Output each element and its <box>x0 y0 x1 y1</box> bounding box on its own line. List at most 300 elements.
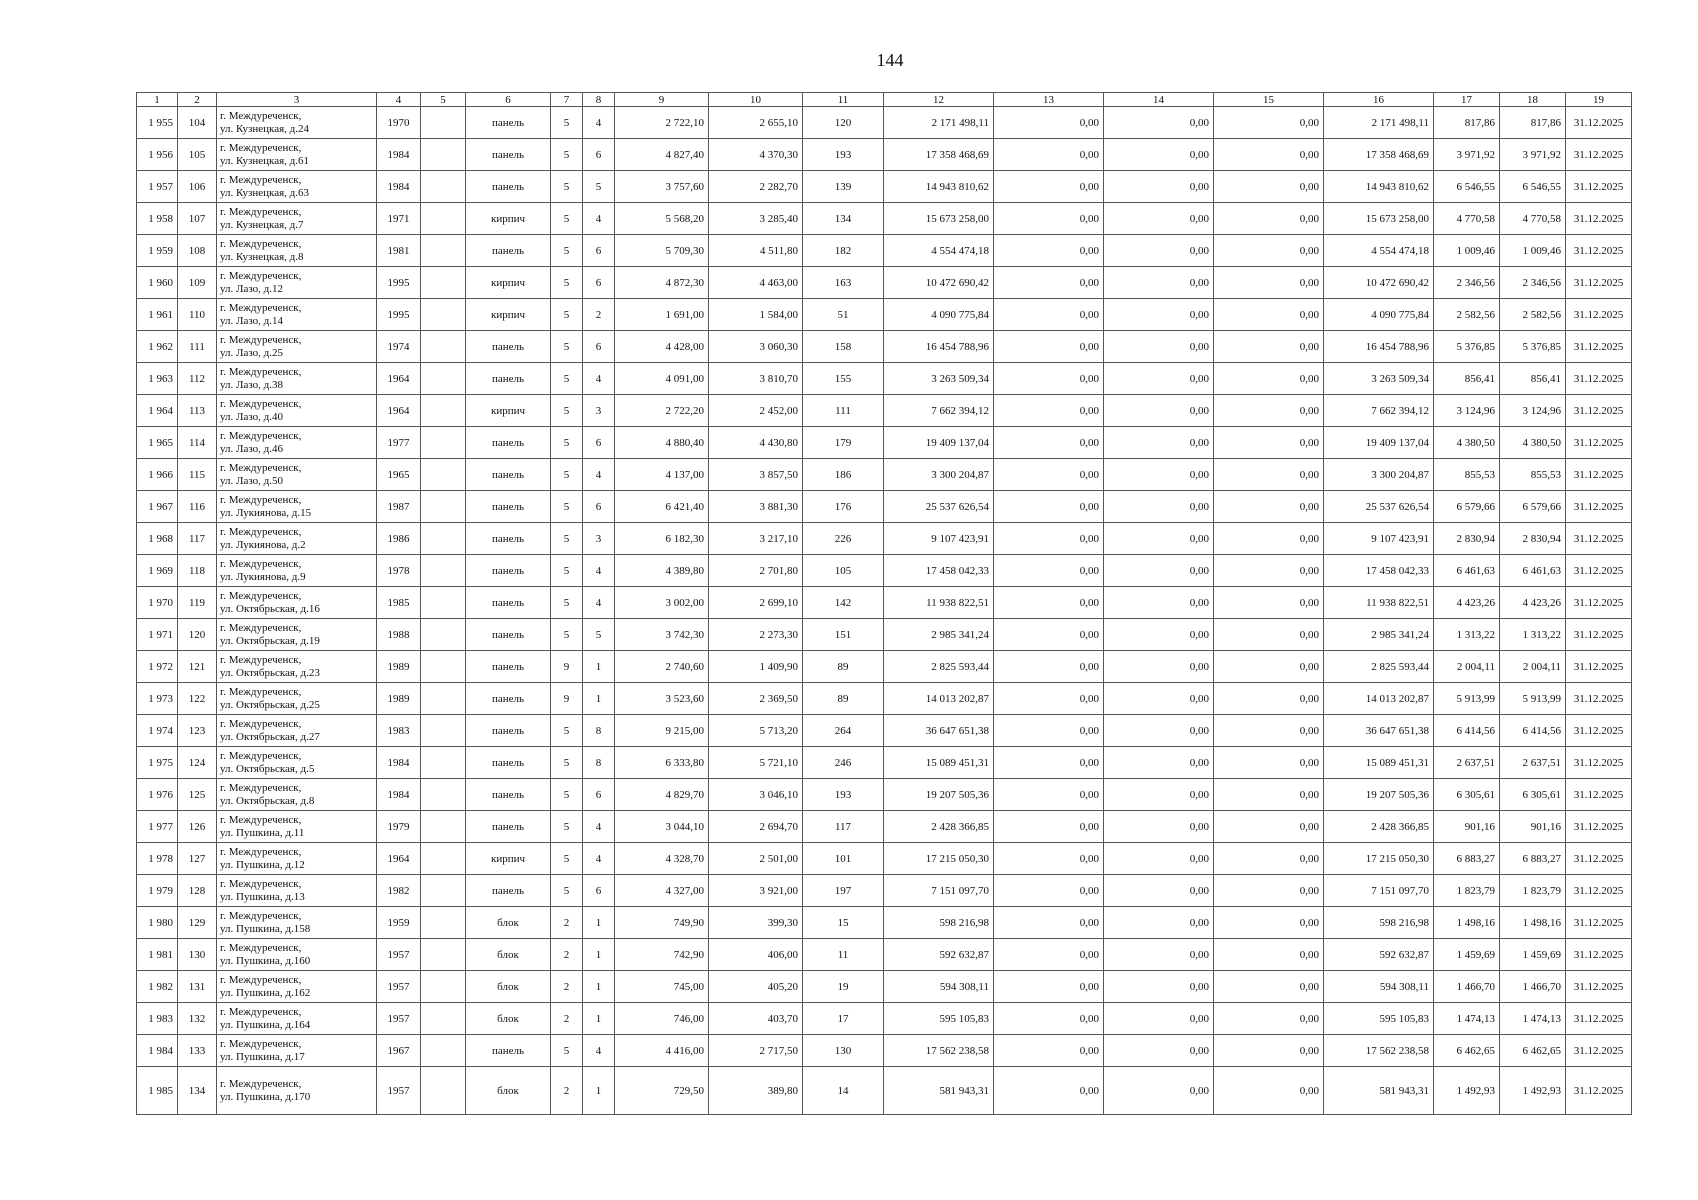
cell-col-8: 6 <box>583 779 615 811</box>
cell-col-10: 1 584,00 <box>709 299 803 331</box>
address-street: ул. Кузнецкая, д.8 <box>220 250 304 263</box>
cell-col-2: 119 <box>178 587 217 619</box>
cell-col-1: 1 965 <box>137 427 178 459</box>
cell-col-15: 0,00 <box>1214 1035 1324 1067</box>
cell-col-8: 6 <box>583 139 615 171</box>
cell-col-12: 595 105,83 <box>884 1003 994 1035</box>
cell-col-12: 598 216,98 <box>884 907 994 939</box>
cell-col-2: 128 <box>178 875 217 907</box>
cell-col-12: 581 943,31 <box>884 1067 994 1115</box>
cell-col-15: 0,00 <box>1214 427 1324 459</box>
address-cell <box>217 811 377 843</box>
cell-col-15: 0,00 <box>1214 619 1324 651</box>
cell-col-9: 1 691,00 <box>615 299 709 331</box>
cell-col-8: 1 <box>583 1067 615 1115</box>
address-street: ул. Октябрьская, д.8 <box>220 794 315 807</box>
cell-col-19: 31.12.2025 <box>1566 331 1632 363</box>
cell-col-12: 16 454 788,96 <box>884 331 994 363</box>
address-street: ул. Пушкина, д.12 <box>220 858 305 871</box>
address-city: г. Междуреченск, <box>220 685 302 698</box>
cell-col-7: 9 <box>551 683 583 715</box>
cell-col-8: 6 <box>583 235 615 267</box>
address-street: ул. Лукиянова, д.2 <box>220 538 306 551</box>
cell-col-2: 110 <box>178 299 217 331</box>
cell-col-13: 0,00 <box>994 363 1104 395</box>
cell-col-14: 0,00 <box>1104 779 1214 811</box>
cell-col-15: 0,00 <box>1214 651 1324 683</box>
cell-col-2: 106 <box>178 171 217 203</box>
cell-col-6: панель <box>466 427 551 459</box>
address-city: г. Междуреченск, <box>220 1005 302 1018</box>
address-street: ул. Лазо, д.40 <box>220 410 283 423</box>
cell-col-12: 4 554 474,18 <box>884 235 994 267</box>
cell-col-18: 4 423,26 <box>1500 587 1566 619</box>
cell-col-11: 134 <box>803 203 884 235</box>
cell-col-18: 4 770,58 <box>1500 203 1566 235</box>
cell-col-14: 0,00 <box>1104 235 1214 267</box>
cell-col-18: 6 305,61 <box>1500 779 1566 811</box>
address-cell <box>217 747 377 779</box>
address-cell <box>217 363 377 395</box>
column-header-18: 18 <box>1500 93 1566 107</box>
cell-col-1: 1 980 <box>137 907 178 939</box>
cell-col-7: 5 <box>551 299 583 331</box>
address-cell <box>217 459 377 491</box>
cell-col-6: панель <box>466 747 551 779</box>
cell-col-14: 0,00 <box>1104 1067 1214 1115</box>
cell-col-5 <box>421 555 466 587</box>
cell-col-6: блок <box>466 1067 551 1115</box>
cell-col-17: 6 546,55 <box>1434 171 1500 203</box>
address-cell <box>217 203 377 235</box>
cell-col-13: 0,00 <box>994 683 1104 715</box>
column-header-6: 6 <box>466 93 551 107</box>
cell-col-13: 0,00 <box>994 587 1104 619</box>
cell-col-4: 1988 <box>377 619 421 651</box>
column-header-5: 5 <box>421 93 466 107</box>
cell-col-15: 0,00 <box>1214 555 1324 587</box>
cell-col-18: 2 637,51 <box>1500 747 1566 779</box>
cell-col-11: 51 <box>803 299 884 331</box>
cell-col-16: 594 308,11 <box>1324 971 1434 1003</box>
cell-col-19: 31.12.2025 <box>1566 203 1632 235</box>
cell-col-9: 749,90 <box>615 907 709 939</box>
cell-col-7: 5 <box>551 523 583 555</box>
address-street: ул. Октябрьская, д.27 <box>220 730 320 743</box>
cell-col-5 <box>421 811 466 843</box>
cell-col-6: панель <box>466 523 551 555</box>
cell-col-18: 1 313,22 <box>1500 619 1566 651</box>
cell-col-16: 19 207 505,36 <box>1324 779 1434 811</box>
cell-col-6: блок <box>466 907 551 939</box>
cell-col-14: 0,00 <box>1104 299 1214 331</box>
cell-col-1: 1 955 <box>137 107 178 139</box>
cell-col-11: 197 <box>803 875 884 907</box>
cell-col-7: 5 <box>551 427 583 459</box>
cell-col-13: 0,00 <box>994 907 1104 939</box>
address-street: ул. Октябрьская, д.5 <box>220 762 315 775</box>
cell-col-9: 4 091,00 <box>615 363 709 395</box>
cell-col-9: 4 327,00 <box>615 875 709 907</box>
cell-col-2: 126 <box>178 811 217 843</box>
cell-col-12: 14 943 810,62 <box>884 171 994 203</box>
address-street: ул. Пушкина, д.158 <box>220 922 311 935</box>
cell-col-5 <box>421 459 466 491</box>
cell-col-19: 31.12.2025 <box>1566 171 1632 203</box>
cell-col-8: 2 <box>583 299 615 331</box>
cell-col-5 <box>421 363 466 395</box>
cell-col-14: 0,00 <box>1104 907 1214 939</box>
cell-col-13: 0,00 <box>994 715 1104 747</box>
cell-col-14: 0,00 <box>1104 619 1214 651</box>
cell-col-2: 124 <box>178 747 217 779</box>
cell-col-15: 0,00 <box>1214 1067 1324 1115</box>
cell-col-10: 5 721,10 <box>709 747 803 779</box>
cell-col-18: 3 971,92 <box>1500 139 1566 171</box>
cell-col-15: 0,00 <box>1214 107 1324 139</box>
cell-col-11: 101 <box>803 843 884 875</box>
cell-col-10: 4 463,00 <box>709 267 803 299</box>
address-cell <box>217 1003 377 1035</box>
cell-col-12: 7 151 097,70 <box>884 875 994 907</box>
cell-col-6: кирпич <box>466 299 551 331</box>
cell-col-1: 1 976 <box>137 779 178 811</box>
column-header-13: 13 <box>994 93 1104 107</box>
cell-col-6: панель <box>466 139 551 171</box>
address-street: ул. Кузнецкая, д.7 <box>220 218 304 231</box>
cell-col-7: 5 <box>551 619 583 651</box>
table-row <box>137 491 1632 523</box>
cell-col-12: 17 215 050,30 <box>884 843 994 875</box>
cell-col-1: 1 958 <box>137 203 178 235</box>
cell-col-15: 0,00 <box>1214 491 1324 523</box>
cell-col-17: 4 770,58 <box>1434 203 1500 235</box>
address-cell <box>217 715 377 747</box>
cell-col-15: 0,00 <box>1214 683 1324 715</box>
cell-col-1: 1 967 <box>137 491 178 523</box>
cell-col-18: 2 004,11 <box>1500 651 1566 683</box>
address-street: ул. Лукиянова, д.15 <box>220 506 312 519</box>
cell-col-13: 0,00 <box>994 939 1104 971</box>
column-header-14: 14 <box>1104 93 1214 107</box>
cell-col-4: 1964 <box>377 395 421 427</box>
cell-col-15: 0,00 <box>1214 171 1324 203</box>
cell-col-12: 2 825 593,44 <box>884 651 994 683</box>
cell-col-19: 31.12.2025 <box>1566 363 1632 395</box>
cell-col-16: 2 428 366,85 <box>1324 811 1434 843</box>
table-row <box>137 1035 1632 1067</box>
cell-col-5 <box>421 427 466 459</box>
cell-col-19: 31.12.2025 <box>1566 299 1632 331</box>
column-header-10: 10 <box>709 93 803 107</box>
cell-col-7: 5 <box>551 459 583 491</box>
cell-col-2: 113 <box>178 395 217 427</box>
cell-col-14: 0,00 <box>1104 395 1214 427</box>
cell-col-13: 0,00 <box>994 427 1104 459</box>
cell-col-8: 4 <box>583 1035 615 1067</box>
cell-col-7: 5 <box>551 171 583 203</box>
cell-col-14: 0,00 <box>1104 331 1214 363</box>
address-city: г. Междуреченск, <box>220 877 302 890</box>
cell-col-5 <box>421 1035 466 1067</box>
cell-col-14: 0,00 <box>1104 971 1214 1003</box>
column-header-9: 9 <box>615 93 709 107</box>
cell-col-12: 25 537 626,54 <box>884 491 994 523</box>
cell-col-15: 0,00 <box>1214 971 1324 1003</box>
address-city: г. Междуреченск, <box>220 1037 302 1050</box>
column-header-4: 4 <box>377 93 421 107</box>
cell-col-11: 182 <box>803 235 884 267</box>
address-city: г. Междуреченск, <box>220 653 302 666</box>
cell-col-12: 592 632,87 <box>884 939 994 971</box>
cell-col-10: 4 430,80 <box>709 427 803 459</box>
cell-col-12: 15 089 451,31 <box>884 747 994 779</box>
address-street: ул. Кузнецкая, д.24 <box>220 122 309 135</box>
cell-col-4: 1957 <box>377 971 421 1003</box>
address-city: г. Междуреченск, <box>220 141 302 154</box>
cell-col-11: 264 <box>803 715 884 747</box>
cell-col-9: 5 709,30 <box>615 235 709 267</box>
cell-col-1: 1 968 <box>137 523 178 555</box>
cell-col-9: 4 880,40 <box>615 427 709 459</box>
cell-col-2: 108 <box>178 235 217 267</box>
cell-col-9: 4 328,70 <box>615 843 709 875</box>
cell-col-19: 31.12.2025 <box>1566 843 1632 875</box>
cell-col-14: 0,00 <box>1104 427 1214 459</box>
cell-col-5 <box>421 875 466 907</box>
cell-col-7: 5 <box>551 555 583 587</box>
address-city: г. Междуреченск, <box>220 621 302 634</box>
address-cell <box>217 939 377 971</box>
cell-col-1: 1 984 <box>137 1035 178 1067</box>
cell-col-4: 1985 <box>377 587 421 619</box>
cell-col-2: 114 <box>178 427 217 459</box>
cell-col-9: 4 389,80 <box>615 555 709 587</box>
cell-col-18: 1 009,46 <box>1500 235 1566 267</box>
cell-col-4: 1989 <box>377 651 421 683</box>
table-row <box>137 299 1632 331</box>
table-body <box>137 107 1632 1115</box>
cell-col-19: 31.12.2025 <box>1566 459 1632 491</box>
cell-col-8: 1 <box>583 907 615 939</box>
cell-col-6: панель <box>466 363 551 395</box>
cell-col-19: 31.12.2025 <box>1566 715 1632 747</box>
cell-col-2: 134 <box>178 1067 217 1115</box>
cell-col-19: 31.12.2025 <box>1566 587 1632 619</box>
table-row <box>137 683 1632 715</box>
cell-col-7: 5 <box>551 395 583 427</box>
cell-col-1: 1 957 <box>137 171 178 203</box>
cell-col-11: 17 <box>803 1003 884 1035</box>
cell-col-9: 4 428,00 <box>615 331 709 363</box>
cell-col-7: 5 <box>551 747 583 779</box>
cell-col-4: 1995 <box>377 299 421 331</box>
cell-col-9: 4 416,00 <box>615 1035 709 1067</box>
cell-col-17: 6 414,56 <box>1434 715 1500 747</box>
cell-col-17: 2 830,94 <box>1434 523 1500 555</box>
address-street: ул. Лазо, д.14 <box>220 314 283 327</box>
cell-col-10: 399,30 <box>709 907 803 939</box>
cell-col-17: 5 913,99 <box>1434 683 1500 715</box>
cell-col-4: 1981 <box>377 235 421 267</box>
cell-col-5 <box>421 651 466 683</box>
cell-col-12: 19 207 505,36 <box>884 779 994 811</box>
cell-col-4: 1971 <box>377 203 421 235</box>
cell-col-14: 0,00 <box>1104 459 1214 491</box>
cell-col-1: 1 975 <box>137 747 178 779</box>
cell-col-17: 6 579,66 <box>1434 491 1500 523</box>
cell-col-10: 405,20 <box>709 971 803 1003</box>
address-cell <box>217 587 377 619</box>
cell-col-16: 14 013 202,87 <box>1324 683 1434 715</box>
cell-col-15: 0,00 <box>1214 203 1324 235</box>
cell-col-17: 6 462,65 <box>1434 1035 1500 1067</box>
address-city: г. Междуреченск, <box>220 109 302 122</box>
cell-col-11: 19 <box>803 971 884 1003</box>
cell-col-19: 31.12.2025 <box>1566 1035 1632 1067</box>
address-cell <box>217 683 377 715</box>
address-cell <box>217 971 377 1003</box>
cell-col-17: 1 466,70 <box>1434 971 1500 1003</box>
cell-col-6: блок <box>466 939 551 971</box>
cell-col-9: 3 742,30 <box>615 619 709 651</box>
cell-col-10: 3 046,10 <box>709 779 803 811</box>
cell-col-18: 6 546,55 <box>1500 171 1566 203</box>
cell-col-8: 3 <box>583 523 615 555</box>
cell-col-14: 0,00 <box>1104 491 1214 523</box>
cell-col-5 <box>421 843 466 875</box>
cell-col-5 <box>421 491 466 523</box>
cell-col-6: панель <box>466 1035 551 1067</box>
cell-col-16: 7 151 097,70 <box>1324 875 1434 907</box>
cell-col-13: 0,00 <box>994 1035 1104 1067</box>
cell-col-10: 406,00 <box>709 939 803 971</box>
cell-col-16: 17 458 042,33 <box>1324 555 1434 587</box>
cell-col-16: 595 105,83 <box>1324 1003 1434 1035</box>
table-row <box>137 139 1632 171</box>
cell-col-13: 0,00 <box>994 779 1104 811</box>
cell-col-7: 5 <box>551 779 583 811</box>
cell-col-9: 3 002,00 <box>615 587 709 619</box>
address-street: ул. Кузнецкая, д.61 <box>220 154 309 167</box>
cell-col-15: 0,00 <box>1214 395 1324 427</box>
table-row <box>137 555 1632 587</box>
cell-col-17: 817,86 <box>1434 107 1500 139</box>
cell-col-18: 2 346,56 <box>1500 267 1566 299</box>
cell-col-8: 6 <box>583 491 615 523</box>
cell-col-19: 31.12.2025 <box>1566 811 1632 843</box>
cell-col-14: 0,00 <box>1104 107 1214 139</box>
cell-col-16: 2 825 593,44 <box>1324 651 1434 683</box>
cell-col-6: кирпич <box>466 843 551 875</box>
address-cell <box>217 1035 377 1067</box>
cell-col-10: 4 511,80 <box>709 235 803 267</box>
column-header-1: 1 <box>137 93 178 107</box>
cell-col-15: 0,00 <box>1214 587 1324 619</box>
cell-col-11: 193 <box>803 779 884 811</box>
cell-col-17: 1 492,93 <box>1434 1067 1500 1115</box>
cell-col-13: 0,00 <box>994 171 1104 203</box>
cell-col-4: 1984 <box>377 747 421 779</box>
cell-col-7: 5 <box>551 331 583 363</box>
cell-col-8: 4 <box>583 203 615 235</box>
cell-col-9: 3 757,60 <box>615 171 709 203</box>
cell-col-16: 10 472 690,42 <box>1324 267 1434 299</box>
cell-col-9: 742,90 <box>615 939 709 971</box>
table-row <box>137 971 1632 1003</box>
cell-col-12: 19 409 137,04 <box>884 427 994 459</box>
cell-col-5 <box>421 939 466 971</box>
table-row <box>137 747 1632 779</box>
address-street: ул. Кузнецкая, д.63 <box>220 186 309 199</box>
cell-col-5 <box>421 747 466 779</box>
cell-col-5 <box>421 331 466 363</box>
cell-col-7: 2 <box>551 1067 583 1115</box>
cell-col-5 <box>421 907 466 939</box>
cell-col-14: 0,00 <box>1104 651 1214 683</box>
cell-col-19: 31.12.2025 <box>1566 651 1632 683</box>
cell-col-12: 9 107 423,91 <box>884 523 994 555</box>
cell-col-10: 3 060,30 <box>709 331 803 363</box>
cell-col-8: 8 <box>583 747 615 779</box>
cell-col-16: 3 263 509,34 <box>1324 363 1434 395</box>
cell-col-11: 158 <box>803 331 884 363</box>
address-cell <box>217 907 377 939</box>
address-street: ул. Пушкина, д.11 <box>220 826 305 839</box>
cell-col-1: 1 971 <box>137 619 178 651</box>
cell-col-4: 1984 <box>377 139 421 171</box>
cell-col-1: 1 962 <box>137 331 178 363</box>
cell-col-10: 3 285,40 <box>709 203 803 235</box>
cell-col-6: панель <box>466 683 551 715</box>
cell-col-13: 0,00 <box>994 139 1104 171</box>
column-header-19: 19 <box>1566 93 1632 107</box>
table-row <box>137 843 1632 875</box>
cell-col-10: 2 273,30 <box>709 619 803 651</box>
cell-col-2: 117 <box>178 523 217 555</box>
cell-col-6: панель <box>466 331 551 363</box>
cell-col-4: 1959 <box>377 907 421 939</box>
cell-col-1: 1 963 <box>137 363 178 395</box>
cell-col-13: 0,00 <box>994 619 1104 651</box>
cell-col-2: 111 <box>178 331 217 363</box>
cell-col-19: 31.12.2025 <box>1566 779 1632 811</box>
cell-col-14: 0,00 <box>1104 203 1214 235</box>
cell-col-8: 5 <box>583 619 615 651</box>
cell-col-4: 1977 <box>377 427 421 459</box>
cell-col-10: 2 501,00 <box>709 843 803 875</box>
cell-col-12: 2 171 498,11 <box>884 107 994 139</box>
cell-col-18: 855,53 <box>1500 459 1566 491</box>
cell-col-11: 105 <box>803 555 884 587</box>
cell-col-2: 105 <box>178 139 217 171</box>
table-row <box>137 203 1632 235</box>
cell-col-2: 109 <box>178 267 217 299</box>
cell-col-13: 0,00 <box>994 843 1104 875</box>
cell-col-18: 1 492,93 <box>1500 1067 1566 1115</box>
cell-col-12: 2 428 366,85 <box>884 811 994 843</box>
address-street: ул. Лазо, д.25 <box>220 346 283 359</box>
cell-col-2: 132 <box>178 1003 217 1035</box>
column-number-row <box>137 93 1632 107</box>
cell-col-10: 2 699,10 <box>709 587 803 619</box>
cell-col-10: 2 655,10 <box>709 107 803 139</box>
cell-col-10: 2 701,80 <box>709 555 803 587</box>
cell-col-12: 3 263 509,34 <box>884 363 994 395</box>
cell-col-10: 2 282,70 <box>709 171 803 203</box>
column-header-17: 17 <box>1434 93 1500 107</box>
cell-col-14: 0,00 <box>1104 1035 1214 1067</box>
